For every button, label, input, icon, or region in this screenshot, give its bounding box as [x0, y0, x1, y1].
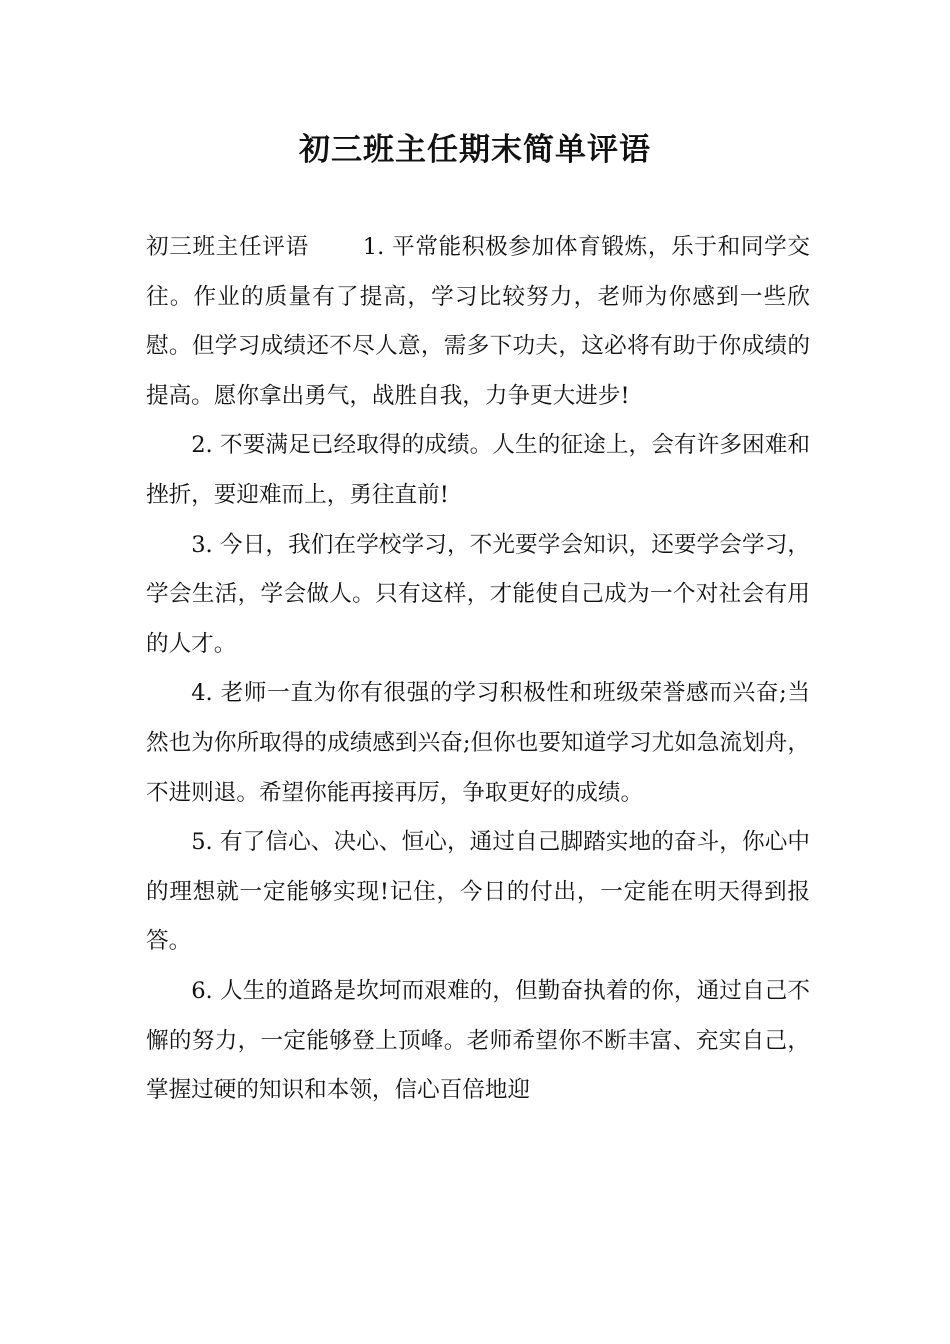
comment-paragraph-6: 6. 人生的道路是坎坷而艰难的，但勤奋执着的你，通过自己不懈的努力，一定能够登上顶峰。老师希望你不断丰富、充实自己，掌握过硬的知识和本领，信心百倍地迎 — [146, 977, 810, 1104]
document-title: 初三班主任期末简单评语 — [299, 132, 651, 168]
comment-text-1: 1. 平常能积极参加体育锻炼，乐于和同学交往。作业的质量有了提高，学习比较努力，老师为你感到一些欣慰。但学习成绩还不尽人意，需多下功夫，这必将有助于你成绩的提高。愿你拿出勇气，战胜自我，力争更大进步! — [146, 234, 810, 409]
comment-paragraph-2: 2. 不要满足已经取得的成绩。人生的征途上，会有许多困难和挫折，要迎难而上，勇往直前! — [146, 432, 810, 508]
section-intro-label: 初三班主任评语 — [146, 234, 309, 260]
comment-paragraph-3: 3. 今日，我们在学校学习，不光要学会知识，还要学会学习，学会生活，学会做人。只有这样，才能使自己成为一个对社会有用的人才。 — [146, 531, 810, 657]
document-body — [146, 223, 810, 1116]
comment-paragraph-5: 5. 有了信心、决心、恒心，通过自己脚踏实地的奋斗，你心中的理想就一定能够实现!记住，今日的付出，一定能在明天得到报答。 — [146, 829, 810, 955]
comment-paragraph-1 — [146, 223, 810, 421]
comment-paragraph-4: 4. 老师一直为你有很强的学习积极性和班级荣誉感而兴奋;当然也为你所取得的成绩感到兴奋;但你也要知道学习尤如急流划舟，不进则退。希望你能再接再厉，争取更好的成绩。 — [146, 680, 810, 806]
